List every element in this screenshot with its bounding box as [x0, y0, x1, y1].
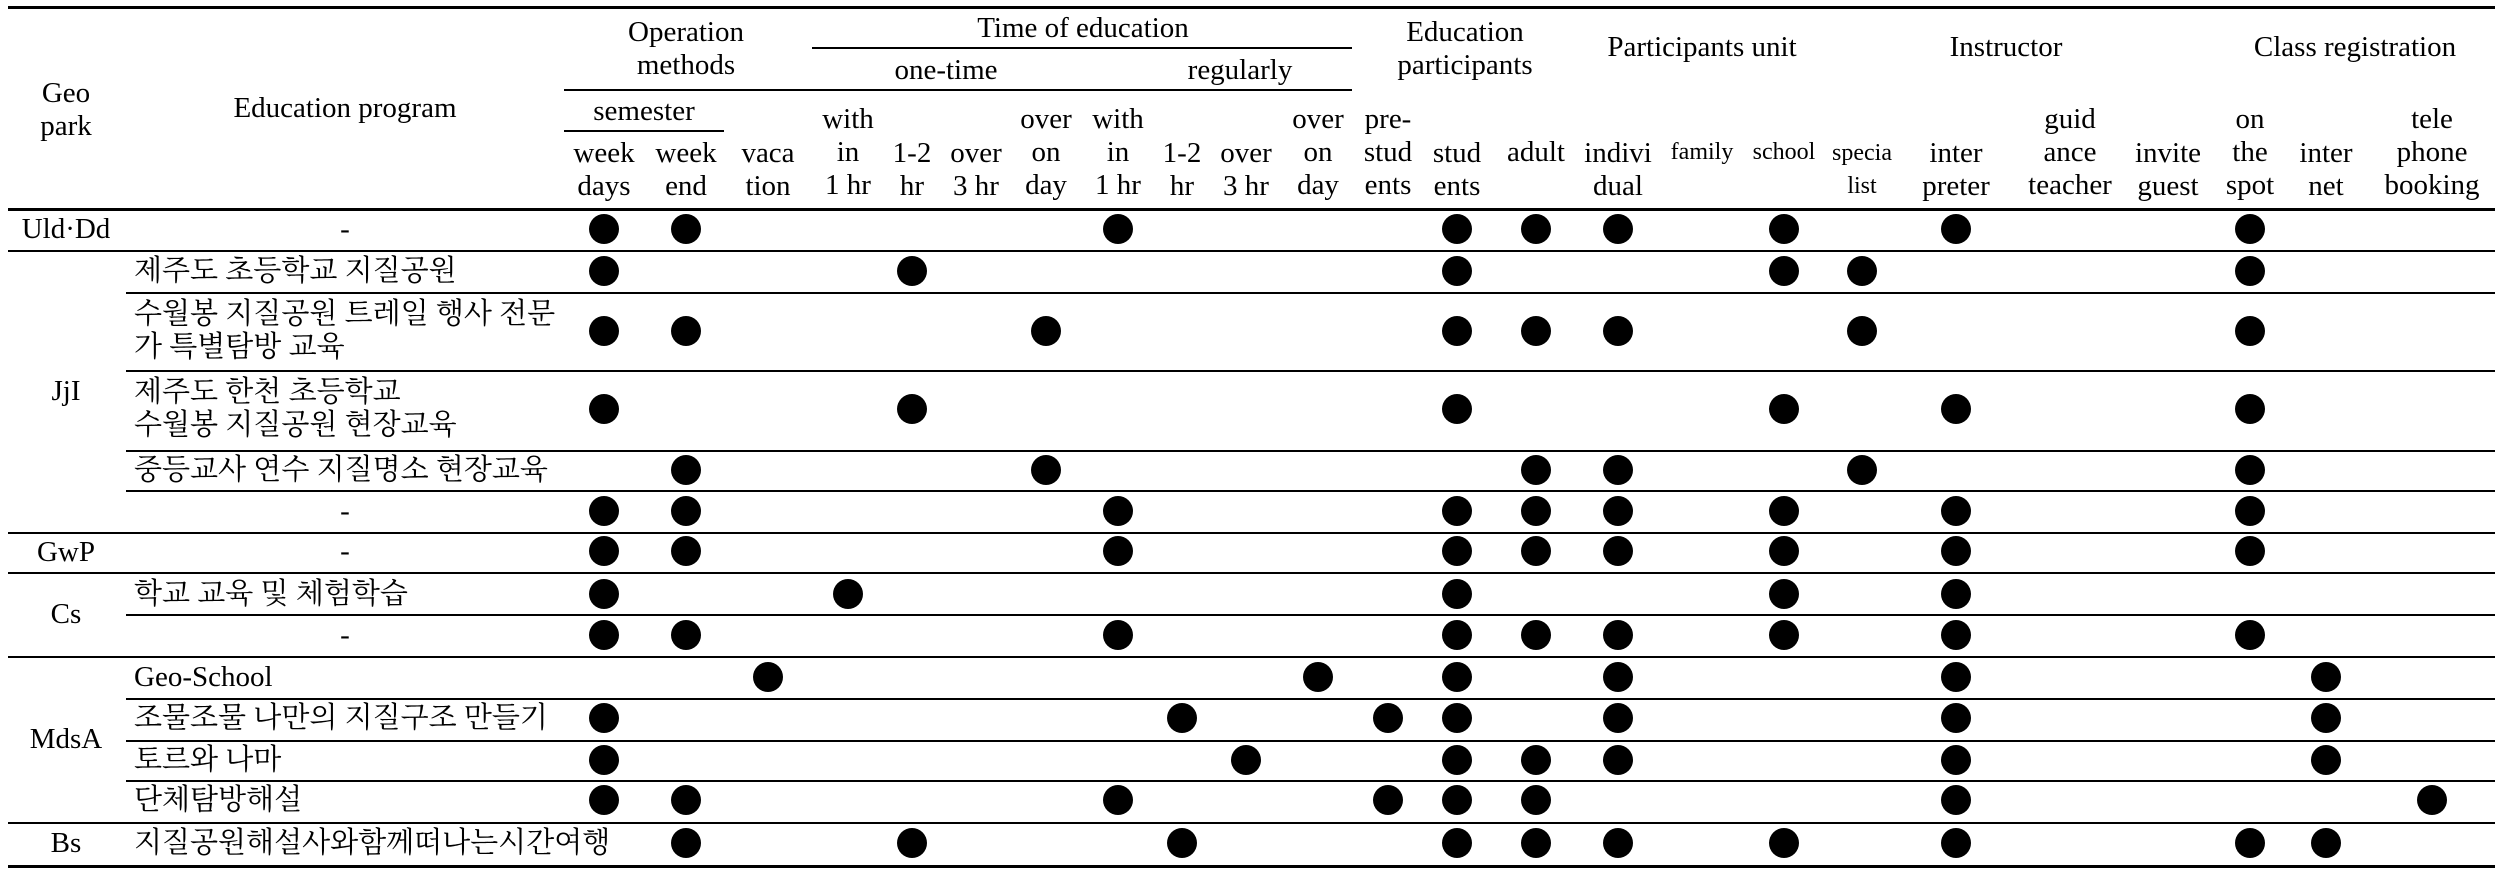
- filled-circle-mark: [753, 662, 783, 692]
- filled-circle-mark: [1103, 536, 1133, 566]
- filled-circle-mark: [1031, 455, 1061, 485]
- program-name: 토르와 나마: [134, 743, 282, 776]
- column-header: with in 1 hr: [1092, 102, 1144, 201]
- geopark-label: GwP: [36, 535, 95, 568]
- row-divider-rule: [126, 292, 2495, 294]
- filled-circle-mark: [1442, 316, 1472, 346]
- filled-circle-mark: [1941, 394, 1971, 424]
- program-name: 조물조물 나만의 지질구조 만들기: [134, 701, 548, 734]
- filled-circle-mark: [2235, 256, 2265, 286]
- filled-circle-mark: [1373, 785, 1403, 815]
- column-header: invite guest: [2134, 137, 2202, 202]
- column-header: 1-2 hr: [892, 137, 932, 202]
- column-header: on the spot: [2225, 102, 2275, 201]
- operation-methods-header: Operation methods: [628, 16, 744, 81]
- geopark-label: Uld·Dd: [21, 212, 111, 245]
- filled-circle-mark: [897, 828, 927, 858]
- filled-circle-mark: [1941, 214, 1971, 244]
- filled-circle-mark: [1442, 620, 1472, 650]
- filled-circle-mark: [2311, 662, 2341, 692]
- program-name: 중등교사 연수 지질명소 현장교육: [134, 453, 548, 486]
- column-header: family: [1670, 138, 1734, 165]
- filled-circle-mark: [589, 316, 619, 346]
- filled-circle-mark: [1442, 579, 1472, 609]
- row-divider-rule: [126, 740, 2495, 742]
- filled-circle-mark: [589, 214, 619, 244]
- filled-circle-mark: [2311, 745, 2341, 775]
- filled-circle-mark: [1603, 620, 1633, 650]
- geopark-label: Bs: [50, 827, 82, 859]
- filled-circle-mark: [1442, 785, 1472, 815]
- filled-circle-mark: [1521, 496, 1551, 526]
- filled-circle-mark: [1603, 536, 1633, 566]
- program-name: 학교 교육 및 체험학습: [134, 577, 408, 610]
- semester-subheader: semester: [593, 94, 695, 127]
- participants-unit-header: Participants unit: [1607, 30, 1797, 63]
- column-header: over 3 hr: [950, 137, 1002, 202]
- column-header: specia list: [1832, 140, 1892, 199]
- geopark-divider-rule: [8, 656, 2495, 658]
- column-header: tele phone booking: [2384, 102, 2480, 201]
- column-header: 1-2 hr: [1162, 137, 1202, 202]
- column-header: over on day: [1292, 102, 1344, 201]
- header-bottom-rule: [8, 208, 2495, 211]
- filled-circle-mark: [671, 536, 701, 566]
- column-header: inter net: [2299, 137, 2353, 202]
- column-header: adult: [1507, 135, 1565, 168]
- geopark-divider-rule: [8, 532, 2495, 534]
- filled-circle-mark: [589, 256, 619, 286]
- filled-circle-mark: [1941, 828, 1971, 858]
- regularly-subheader: regularly: [1187, 53, 1293, 86]
- filled-circle-mark: [1769, 579, 1799, 609]
- program-name: 단체탐방해설: [134, 783, 303, 816]
- geopark-divider-rule: [8, 572, 2495, 574]
- column-header: vaca tion: [741, 137, 795, 202]
- filled-circle-mark: [1521, 745, 1551, 775]
- time-of-education-header: Time of education: [977, 11, 1189, 44]
- filled-circle-mark: [589, 579, 619, 609]
- program-name: 수월봉 지질공원 트레일 행사 전문 가 특별탐방 교육: [134, 298, 556, 363]
- geopark-divider-rule: [8, 865, 2495, 868]
- program-name: -: [340, 212, 350, 245]
- filled-circle-mark: [1103, 785, 1133, 815]
- filled-circle-mark: [1103, 620, 1133, 650]
- filled-circle-mark: [1847, 256, 1877, 286]
- filled-circle-mark: [1442, 828, 1472, 858]
- filled-circle-mark: [2235, 620, 2265, 650]
- filled-circle-mark: [1103, 496, 1133, 526]
- filled-circle-mark: [1103, 214, 1133, 244]
- column-header: school: [1752, 138, 1816, 165]
- filled-circle-mark: [833, 579, 863, 609]
- row-divider-rule: [126, 698, 2495, 700]
- class-registration-header: Class registration: [2253, 30, 2457, 63]
- filled-circle-mark: [1231, 745, 1261, 775]
- filled-circle-mark: [1769, 496, 1799, 526]
- filled-circle-mark: [1769, 536, 1799, 566]
- program-name: 지질공원해설사와함께떠나는시간여행: [134, 826, 611, 859]
- filled-circle-mark: [1521, 828, 1551, 858]
- filled-circle-mark: [1941, 785, 1971, 815]
- program-name: -: [340, 494, 350, 527]
- filled-circle-mark: [1521, 620, 1551, 650]
- filled-circle-mark: [1847, 316, 1877, 346]
- filled-circle-mark: [2235, 496, 2265, 526]
- column-header: guid ance teacher: [2028, 102, 2112, 201]
- filled-circle-mark: [1603, 662, 1633, 692]
- filled-circle-mark: [1769, 828, 1799, 858]
- filled-circle-mark: [1603, 455, 1633, 485]
- geopark-label: Cs: [50, 597, 82, 630]
- filled-circle-mark: [1941, 496, 1971, 526]
- column-header: indivi dual: [1584, 137, 1652, 202]
- filled-circle-mark: [1521, 536, 1551, 566]
- filled-circle-mark: [589, 536, 619, 566]
- filled-circle-mark: [1442, 256, 1472, 286]
- filled-circle-mark: [671, 214, 701, 244]
- geopark-divider-rule: [8, 250, 2495, 252]
- time-group-rule: [812, 47, 1352, 49]
- filled-circle-mark: [1442, 394, 1472, 424]
- filled-circle-mark: [1442, 703, 1472, 733]
- program-header: Education program: [233, 91, 457, 124]
- subgroup-rule: [564, 89, 1352, 91]
- column-header: over on day: [1020, 102, 1072, 201]
- filled-circle-mark: [1603, 745, 1633, 775]
- filled-circle-mark: [671, 316, 701, 346]
- filled-circle-mark: [2235, 394, 2265, 424]
- column-header: week end: [655, 137, 717, 202]
- filled-circle-mark: [1941, 579, 1971, 609]
- filled-circle-mark: [2235, 214, 2265, 244]
- filled-circle-mark: [1167, 703, 1197, 733]
- table-top-rule: [8, 6, 2495, 9]
- row-divider-rule: [126, 450, 2495, 452]
- row-divider-rule: [126, 370, 2495, 372]
- filled-circle-mark: [2311, 828, 2341, 858]
- column-header: stud ents: [1432, 137, 1482, 202]
- column-header: over 3 hr: [1220, 137, 1272, 202]
- filled-circle-mark: [2311, 703, 2341, 733]
- program-name: -: [340, 534, 350, 567]
- filled-circle-mark: [1442, 214, 1472, 244]
- geopark-label: JjI: [51, 374, 81, 407]
- filled-circle-mark: [1303, 662, 1333, 692]
- filled-circle-mark: [1603, 703, 1633, 733]
- filled-circle-mark: [2235, 455, 2265, 485]
- program-name: -: [340, 618, 350, 651]
- filled-circle-mark: [2235, 536, 2265, 566]
- row-divider-rule: [126, 780, 2495, 782]
- filled-circle-mark: [671, 828, 701, 858]
- filled-circle-mark: [2235, 828, 2265, 858]
- column-header: inter preter: [1922, 137, 1990, 202]
- geopark-divider-rule: [8, 822, 2495, 824]
- row-divider-rule: [126, 490, 2495, 492]
- column-header: with in 1 hr: [822, 102, 874, 201]
- filled-circle-mark: [589, 745, 619, 775]
- filled-circle-mark: [1442, 662, 1472, 692]
- filled-circle-mark: [1941, 620, 1971, 650]
- program-name: Geo-School: [134, 660, 273, 693]
- filled-circle-mark: [1521, 455, 1551, 485]
- filled-circle-mark: [671, 455, 701, 485]
- filled-circle-mark: [1521, 214, 1551, 244]
- filled-circle-mark: [1603, 214, 1633, 244]
- filled-circle-mark: [1769, 214, 1799, 244]
- filled-circle-mark: [1769, 256, 1799, 286]
- filled-circle-mark: [2417, 785, 2447, 815]
- filled-circle-mark: [589, 703, 619, 733]
- filled-circle-mark: [1941, 703, 1971, 733]
- geopark-header: Geo park: [40, 77, 92, 142]
- filled-circle-mark: [1603, 828, 1633, 858]
- education-participants-header: Education participants: [1397, 16, 1533, 81]
- filled-circle-mark: [1442, 536, 1472, 566]
- column-header: pre- stud ents: [1363, 102, 1413, 201]
- program-name: 제주도 초등학교 지질공원: [134, 254, 457, 287]
- program-name: 제주도 한천 초등학교 수월봉 지질공원 현장교육: [134, 376, 457, 441]
- filled-circle-mark: [671, 785, 701, 815]
- filled-circle-mark: [671, 620, 701, 650]
- filled-circle-mark: [1521, 316, 1551, 346]
- filled-circle-mark: [1603, 316, 1633, 346]
- filled-circle-mark: [1769, 394, 1799, 424]
- filled-circle-mark: [589, 620, 619, 650]
- filled-circle-mark: [589, 785, 619, 815]
- filled-circle-mark: [1941, 662, 1971, 692]
- filled-circle-mark: [1769, 620, 1799, 650]
- filled-circle-mark: [589, 394, 619, 424]
- filled-circle-mark: [1167, 828, 1197, 858]
- filled-circle-mark: [589, 496, 619, 526]
- instructor-header: Instructor: [1949, 30, 2063, 63]
- filled-circle-mark: [1373, 703, 1403, 733]
- geopark-label: MdsA: [29, 722, 103, 755]
- filled-circle-mark: [1521, 785, 1551, 815]
- filled-circle-mark: [897, 256, 927, 286]
- filled-circle-mark: [1941, 745, 1971, 775]
- filled-circle-mark: [1442, 496, 1472, 526]
- semester-rule: [564, 130, 724, 132]
- filled-circle-mark: [671, 496, 701, 526]
- column-header: week days: [573, 137, 635, 202]
- filled-circle-mark: [1603, 496, 1633, 526]
- filled-circle-mark: [1442, 745, 1472, 775]
- filled-circle-mark: [897, 394, 927, 424]
- filled-circle-mark: [1847, 455, 1877, 485]
- one-time-subheader: one-time: [894, 53, 998, 86]
- filled-circle-mark: [1031, 316, 1061, 346]
- filled-circle-mark: [2235, 316, 2265, 346]
- filled-circle-mark: [1941, 536, 1971, 566]
- row-divider-rule: [126, 614, 2495, 616]
